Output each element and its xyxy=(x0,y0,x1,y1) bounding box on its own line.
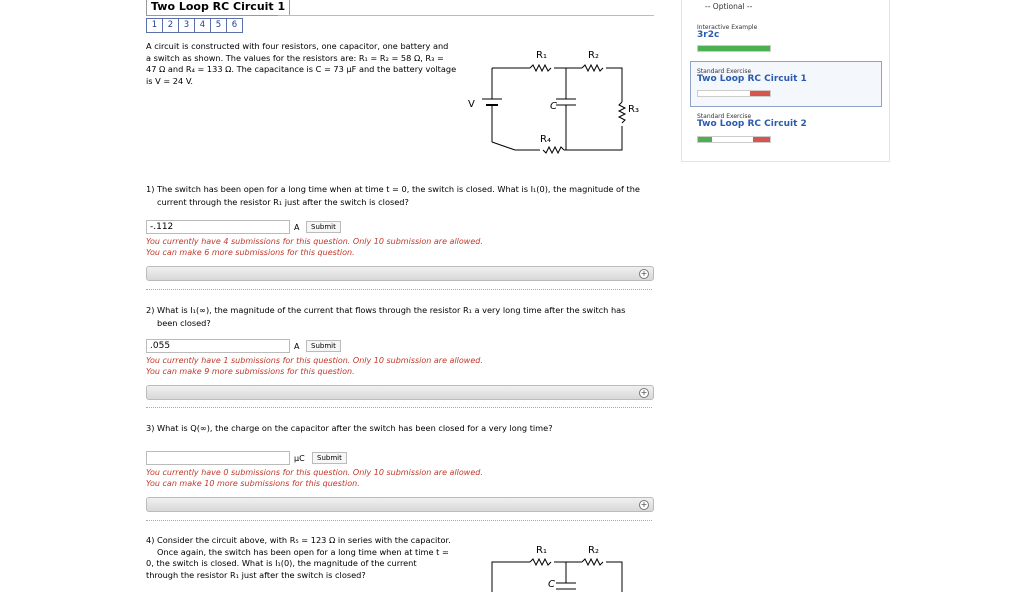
label-c: C xyxy=(548,579,555,590)
resistor-r1 xyxy=(530,65,551,71)
switch xyxy=(492,142,515,150)
label-r2: R₂ xyxy=(588,50,599,61)
answer-row-3 xyxy=(146,451,347,465)
label-v: V xyxy=(468,99,475,110)
progress-red xyxy=(750,91,770,96)
sidebar-link-two-loop-2[interactable]: Two Loop RC Circuit 2 xyxy=(697,119,807,129)
question-text: been closed? xyxy=(157,317,211,328)
question-text: current through the resistor R₁ just after the switch is closed? xyxy=(157,196,409,207)
tab-2[interactable]: 2 xyxy=(162,18,179,33)
submission-note-1 xyxy=(146,236,483,258)
note-line: You can make 9 more submissions for this question. xyxy=(146,367,355,376)
note-line: You can make 6 more submissions for this question. xyxy=(146,248,355,257)
intro-line: a switch as shown. The values for the resistors are: R₁ = R₂ = 58 Ω, R₃ = xyxy=(146,52,444,63)
item-kind: Standard Exercise xyxy=(697,68,752,75)
progress-bar xyxy=(697,90,771,97)
question-text: through the resistor R₁ just after the switch is closed? xyxy=(146,569,366,580)
label-r1: R₁ xyxy=(536,50,547,61)
question-text: 2) What is I₁(∞), the magnitude of the current that flows through the resistor R₁ a very long time after the switch has xyxy=(146,305,626,315)
unit-label: A xyxy=(294,341,300,351)
resistor-r2 xyxy=(582,65,603,71)
item-kind: Standard Exercise xyxy=(697,113,752,120)
tab-4[interactable]: 4 xyxy=(194,18,211,33)
question-4 xyxy=(146,535,466,581)
resistor-r2 xyxy=(582,559,603,565)
label-r4: R₄ xyxy=(540,134,551,145)
label-c: C xyxy=(550,101,557,112)
intro-line: 47 Ω and R₄ = 133 Ω. The capacitance is C = 73 μF and the battery voltage xyxy=(146,64,457,74)
sidebar-link-two-loop-1[interactable]: Two Loop RC Circuit 1 xyxy=(697,74,807,84)
question-2 xyxy=(146,304,656,329)
answer-input-3[interactable] xyxy=(146,451,290,465)
progress-green xyxy=(698,46,770,51)
intro-line: is V = 24 V. xyxy=(146,75,193,86)
resistor-r4 xyxy=(543,147,564,153)
question-text: 3) What is Q(∞), the charge on the capacitor after the switch has been closed for a very long time? xyxy=(146,423,553,433)
hint-expander-2[interactable] xyxy=(146,385,654,400)
circuit-diagram xyxy=(460,44,660,160)
divider xyxy=(146,407,652,408)
submit-button-3[interactable]: Submit xyxy=(312,452,347,464)
resistor-r3 xyxy=(619,102,625,123)
note-line: You currently have 0 submissions for this question. Only 10 submission are allowed. xyxy=(146,468,483,477)
note-line: You can make 10 more submissions for this question. xyxy=(146,479,360,488)
question-text: 1) The switch has been open for a long time when at time t = 0, the switch is closed. What is I₁(0), the magnitude of the xyxy=(146,184,640,194)
hint-expander-3[interactable] xyxy=(146,497,654,512)
question-text: Once again, the switch has been open for a long time when at time t = xyxy=(157,546,449,557)
page-title: Two Loop RC Circuit 1 xyxy=(146,0,290,16)
tab-3[interactable]: 3 xyxy=(178,18,195,33)
intro-line: A circuit is constructed with four resistors, one capacitor, one battery and xyxy=(146,41,449,51)
unit-label: μC xyxy=(294,453,305,463)
note-line: You currently have 1 submissions for this question. Only 10 submission are allowed. xyxy=(146,356,483,365)
submission-note-2 xyxy=(146,355,483,377)
expand-icon[interactable]: + xyxy=(640,500,648,509)
label-r2: R₂ xyxy=(588,545,599,556)
label-r3: R₃ xyxy=(628,104,639,115)
expand-icon[interactable]: + xyxy=(640,269,648,278)
unit-label: A xyxy=(294,222,300,232)
note-line: You currently have 4 submissions for this question. Only 10 submission are allowed. xyxy=(146,237,483,246)
hint-expander-1[interactable] xyxy=(146,266,654,281)
progress-bar xyxy=(697,45,771,52)
sidebar-link-3r2c[interactable]: 3r2c xyxy=(697,30,720,40)
submission-note-3 xyxy=(146,467,483,489)
divider xyxy=(146,520,652,521)
tab-6[interactable]: 6 xyxy=(226,18,243,33)
question-tabs xyxy=(146,18,242,33)
problem-statement xyxy=(146,41,462,87)
progress-red xyxy=(753,137,770,142)
answer-input-2[interactable] xyxy=(146,339,290,353)
answer-input-1[interactable] xyxy=(146,220,290,234)
item-kind: Interactive Example xyxy=(697,24,758,31)
submit-button-1[interactable]: Submit xyxy=(306,221,341,233)
expand-icon[interactable]: + xyxy=(640,388,648,397)
submit-button-2[interactable]: Submit xyxy=(306,340,341,352)
answer-row-2 xyxy=(146,339,341,353)
circuit-diagram-2 xyxy=(460,538,660,592)
question-1 xyxy=(146,183,656,208)
answer-row-1 xyxy=(146,220,341,234)
header-divider xyxy=(278,15,654,16)
tab-5[interactable]: 5 xyxy=(210,18,227,33)
question-3 xyxy=(146,422,656,435)
progress-green xyxy=(698,137,712,142)
question-text: 4) Consider the circuit above, with R₅ = 123 Ω in series with the capacitor. xyxy=(146,535,451,545)
sidebar-heading: -- Optional -- xyxy=(705,2,753,11)
divider xyxy=(146,289,652,290)
label-r1: R₁ xyxy=(536,545,547,556)
resistor-r1 xyxy=(530,559,551,565)
question-text: 0, the switch is closed. What is I₁(0), the magnitude of the current xyxy=(146,558,417,568)
progress-bar xyxy=(697,136,771,143)
tab-1[interactable]: 1 xyxy=(146,18,163,33)
